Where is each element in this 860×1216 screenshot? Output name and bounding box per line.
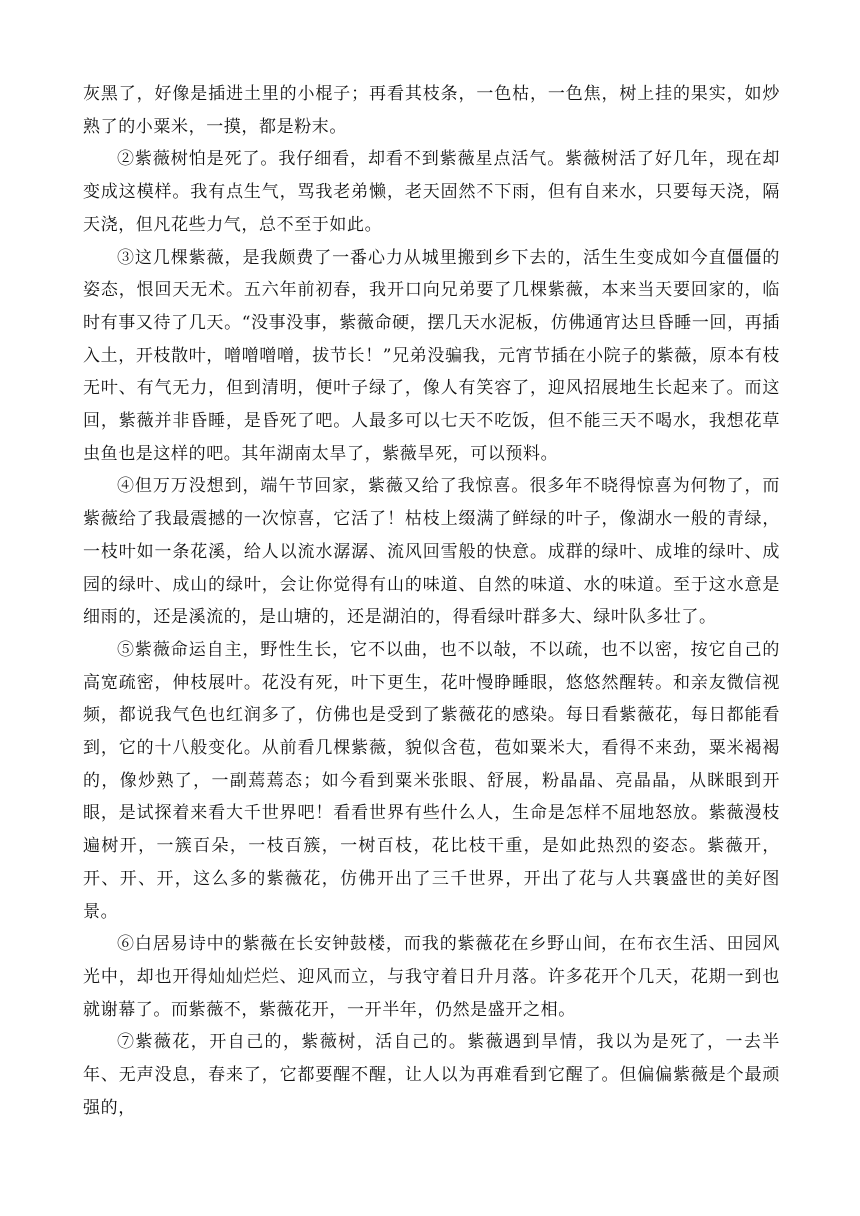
document-body: [83, 78, 780, 1125]
paragraph-continued: 灰黑了，好像是插进土里的小棍子；再看其枝条，一色枯，一色焦，树上挂的果实，如炒熟了的小粟米，一摸，都是粉末。: [83, 84, 780, 137]
paragraph-7: ⑦紫薇花，开自己的，紫薇树，活自己的。紫薇遇到旱情，我以为是死了，一去半年、无声没息，春来了，它都要醒不醒，让人以为再难看到它醒了。但偏偏紫薇是个最顽强的，: [83, 1032, 780, 1118]
paragraph-4: ④但万万没想到，端午节回家，紫薇又给了我惊喜。很多年不晓得惊喜为何物了，而紫薇给了我最震撼的一次惊喜，它活了！枯枝上缀满了鲜绿的叶子，像湖水一般的青绿，一枝叶如一条花溪，给人以流水潺潺、流风回雪般的快意。成群的绿叶、成堆的绿叶、成园的绿叶、成山的绿叶，会让你觉得有山的味道、自然的味道、水的味道。至于这水意是细雨的，还是溪流的，是山塘的，还是湖泊的，得看绿叶群多大、绿叶队多壮了。: [83, 476, 780, 628]
paragraph-2: ②紫薇树怕是死了。我仔细看，却看不到紫薇星点活气。紫薇树活了好几年，现在却变成这模样。我有点生气，骂我老弟懒，老天固然不下雨，但有自来水，只要每天浇，隔天浇，但凡花些力气，总不至于如此。: [83, 149, 780, 235]
paragraph-3: ③这几棵紫薇，是我颇费了一番心力从城里搬到乡下去的，活生生变成如今直僵僵的姿态，恨回天无术。五六年前初春，我开口向兄弟要了几棵紫薇，本来当天要回家的，临时有事又待了几天。“没事没事，紫薇命硬，摆几天水泥板，仿佛通宵达旦昏睡一回，再插入土，开枝散叶，噌噌噌噌，拔节长！”兄弟没骗我，元宵节插在小院子的紫薇，原本有枝无叶、有气无力，但到清明，便叶子绿了，像人有笑容了，迎风招展地生长起来了。而这回，紫薇并非昏睡，是昏死了吧。人最多可以七天不吃饭，但不能三天不喝水，我想花草虫鱼也是这样的吧。其年湖南太旱了，紫薇旱死，可以预料。: [83, 247, 780, 464]
paragraph-6: ⑥白居易诗中的紫薇在长安钟鼓楼，而我的紫薇花在乡野山间，在布衣生活、田园风光中，却也开得灿灿烂烂、迎风而立，与我守着日升月落。许多花开个几天，花期一到也就谢幕了。而紫薇不，紫薇花开，一开半年，仍然是盛开之相。: [83, 934, 780, 1020]
paragraph-5: ⑤紫薇命运自主，野性生长，它不以曲，也不以敧，不以疏，也不以密，按它自己的高宽疏密，伸枝展叶。花没有死，叶下更生，花叶慢睁睡眼，悠悠然醒转。和亲友微信视频，都说我气色也红润多了，仿佛也是受到了紫薇花的感染。每日看紫薇花，每日都能看到，它的十八般变化。从前看几棵紫薇，貌似含苞，苞如粟米大，看得不来劲，粟米褐褐的，像炒熟了，一副蔫蔫态；如今看到粟米张眼、舒展，粉晶晶、亮晶晶，从眯眼到开眼，是试探着来看大千世界吧！看看世界有些什么人，生命是怎样不屈地怒放。紫薇漫枝遍树开，一簇百朵，一枝百簇，一树百枝，花比枝干重，是如此热烈的姿态。紫薇开，开、开、开，这么多的紫薇花，仿佛开出了三千世界，开出了花与人共襄盛世的美好图景。: [83, 639, 780, 922]
